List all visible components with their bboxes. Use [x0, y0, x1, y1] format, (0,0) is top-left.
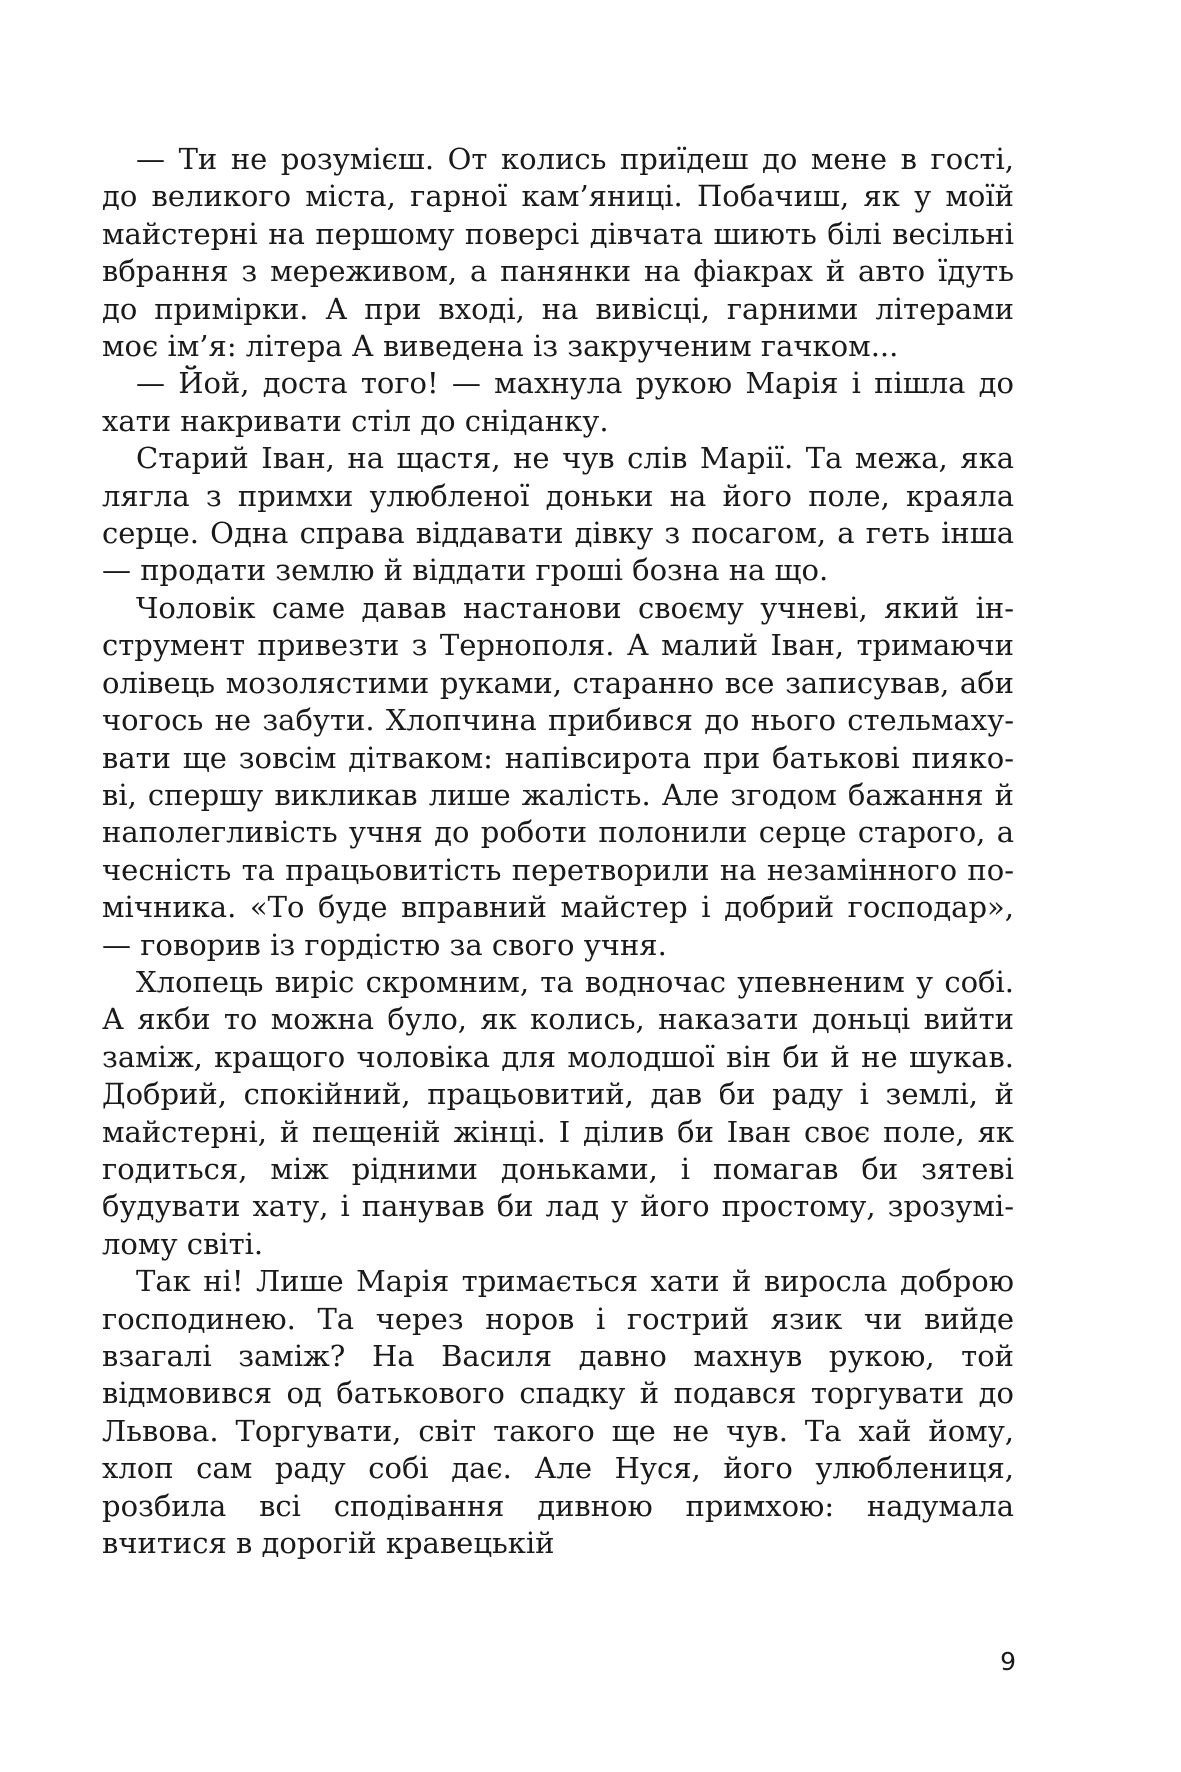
paragraph: — Йой, доста того! — махнула рукою Марія і пішла до хати накривати стіл до сніданку. [102, 366, 1014, 438]
paragraph: Старий Іван, на щастя, не чув слів Марії. Та межа, яка лягла з примхи улюбленої доньки на його поле, краяла серце. Одна справа віддавати дівку з посагом, а геть інша — продати землю й віддати гроші бозна на що. [102, 441, 1014, 588]
paragraph: Так ні! Лише Марія тримається хати й виросла доброю господинею. Та через норов і гострий язик чи вийде взагалі заміж? На Василя давно махнув рукою, той відмовився од батькового спадку й подався торгувати до Львова. Торгувати, світ такого ще не чув. Та хай йому, хлоп сам раду собі дає. Але Нуся, його улюблениця, розбила всі сподівання дивною примхою: надумала вчитися в дорогій кравецькій [102, 1264, 1014, 1561]
paragraph: Хлопець виріс скромним, та водночас упевненим у собі. А якби то можна було, як колись, наказати доньці вийти заміж, кращого чоловіка для молодшої він би й не шукав. Добрий, спокійний, працьовитий, дав би раду і землі, й майстерні, й пещеній жінці. І ділив би Іван своє поле, як годиться, між рідними доньками, і помагав би зятеві будувати хату, і панував би лад у його простому, зрозумілому світі. [102, 964, 1014, 1261]
page-number: 9 [1000, 1647, 1016, 1676]
paragraph: Чоловік саме давав настанови своєму учневі, який інструмент привезти з Тернополя. А малий Іван, тримаючи олівець мозолястими руками, старанно все записував, аби чогось не забути. Хлопчина прибився до нього стельмахувати ще зовсім дітваком: напівсирота при батькові пиякові, спершу викликав лише жалість. Але згодом бажання й наполегливість учня до роботи полонили серце старого, а чесність та працьовитість перетворили на незамінного помічника. «То буде вправний майстер і добрий господар», — говорив із гордістю за свого учня. [102, 590, 1014, 962]
paragraph: — Ти не розумієш. От колись приїдеш до мене в гості, до великого міста, гарної кам’яниці. Побачиш, як у моїй майстерні на першому поверсі дівчата шиють білі весільні вбрання з мереживом, а панянки на фіакрах й авто їдуть до примірки. А при вході, на вивісці, гарними літерами моє ім’я: літера А виведена із закрученим гачком... [102, 142, 1014, 364]
body-text [102, 141, 1014, 1562]
